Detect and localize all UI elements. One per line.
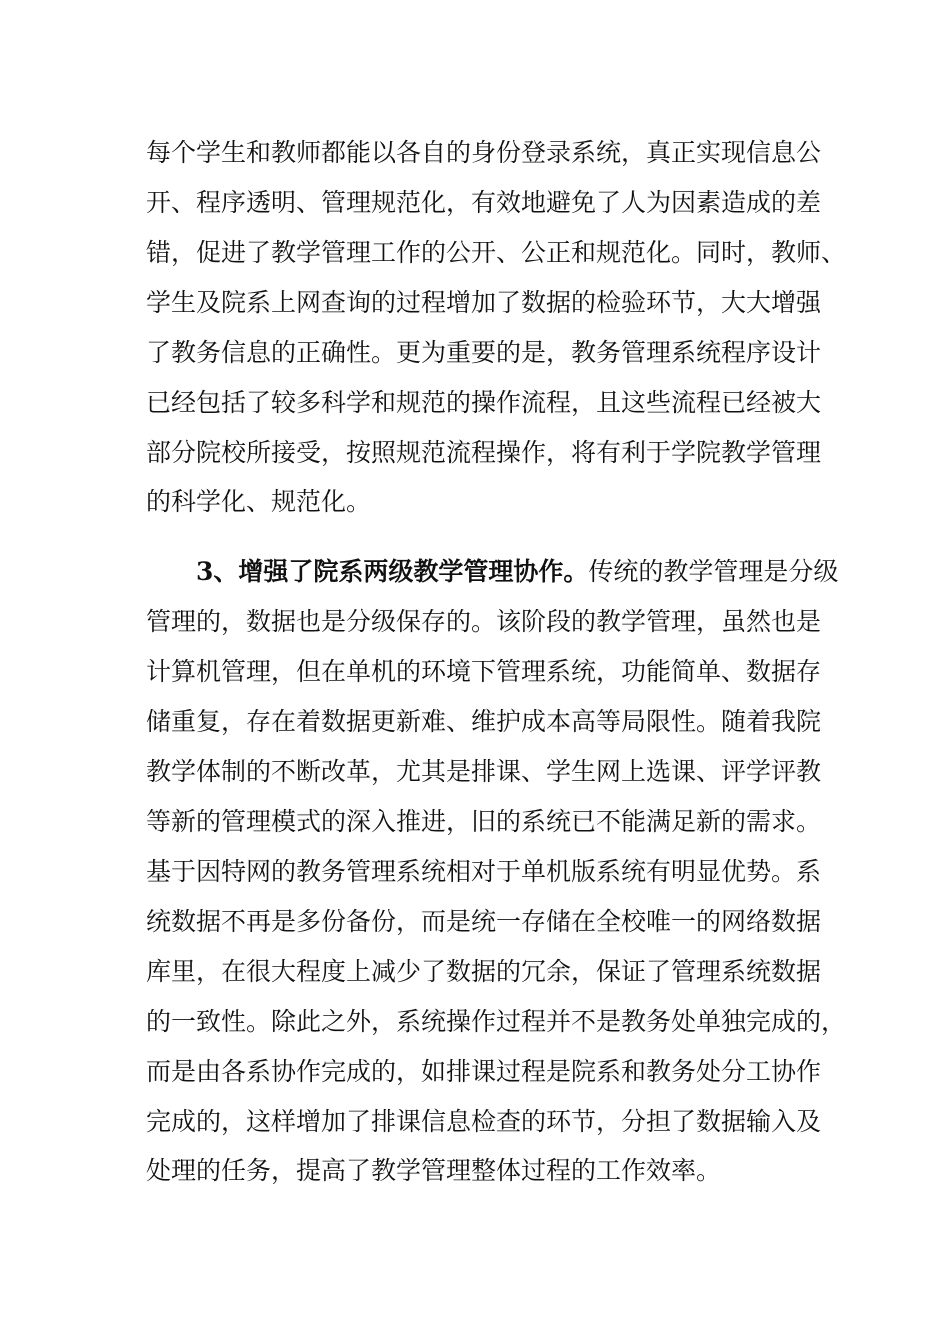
- paragraph-2-line: 基于因特网的教务管理系统相对于单机版系统有明显优势。系: [146, 857, 822, 886]
- paragraph-2-line: 统数据不再是多份备份，而是统一存储在全校唯一的网络数据: [146, 907, 822, 936]
- paragraph-2-line: 等新的管理模式的深入推进，旧的系统已不能满足新的需求。: [146, 807, 822, 836]
- paragraph-1-line: 的科学化、规范化。: [146, 487, 372, 516]
- paragraph-2-line: 的一致性。除此之外，系统操作过程并不是教务处单独完成的，: [146, 1007, 847, 1036]
- paragraph-1-line: 部分院校所接受，按照规范流程操作，将有利于学院教学管理: [146, 438, 822, 467]
- paragraph-2-first-line: [196, 556, 838, 588]
- paragraph-2-line: 完成的，这样增加了排课信息检查的环节，分担了数据输入及: [146, 1107, 822, 1136]
- section-heading: 3、增强了院系两级教学管理协作。: [196, 557, 589, 586]
- paragraph-2-line: 计算机管理，但在单机的环境下管理系统，功能简单、数据存: [146, 657, 822, 686]
- paragraph-1-line: 已经包括了较多科学和规范的操作流程，且这些流程已经被大: [146, 388, 822, 417]
- paragraph-1-line: 了教务信息的正确性。更为重要的是，教务管理系统程序设计: [146, 338, 822, 367]
- paragraph-2-line: 而是由各系协作完成的，如排课过程是院系和教务处分工协作: [146, 1057, 822, 1086]
- paragraph-1-line: 学生及院系上网查询的过程增加了数据的检验环节，大大增强: [146, 288, 822, 317]
- paragraph-2-line: 库里，在很大程度上减少了数据的冗余，保证了管理系统数据: [146, 957, 822, 986]
- paragraph-2-line: 处理的任务，提高了教学管理整体过程的工作效率。: [146, 1156, 722, 1185]
- paragraph-1-line: 错，促进了教学管理工作的公开、公正和规范化。同时，教师、: [146, 238, 847, 267]
- paragraph-2-first-line-text: 传统的教学管理是分级: [588, 557, 839, 586]
- paragraph-1-line: 开、程序透明、管理规范化，有效地避免了人为因素造成的差: [146, 188, 822, 217]
- paragraph-2-line: 教学体制的不断改革，尤其是排课、学生网上选课、评学评教: [146, 757, 822, 786]
- paragraph-2-line: 管理的，数据也是分级保存的。该阶段的教学管理，虽然也是: [146, 607, 822, 636]
- paragraph-2-line: 储重复，存在着数据更新难、维护成本高等局限性。随着我院: [146, 707, 822, 736]
- paragraph-1-line: 每个学生和教师都能以各自的身份登录系统，真正实现信息公: [146, 138, 822, 167]
